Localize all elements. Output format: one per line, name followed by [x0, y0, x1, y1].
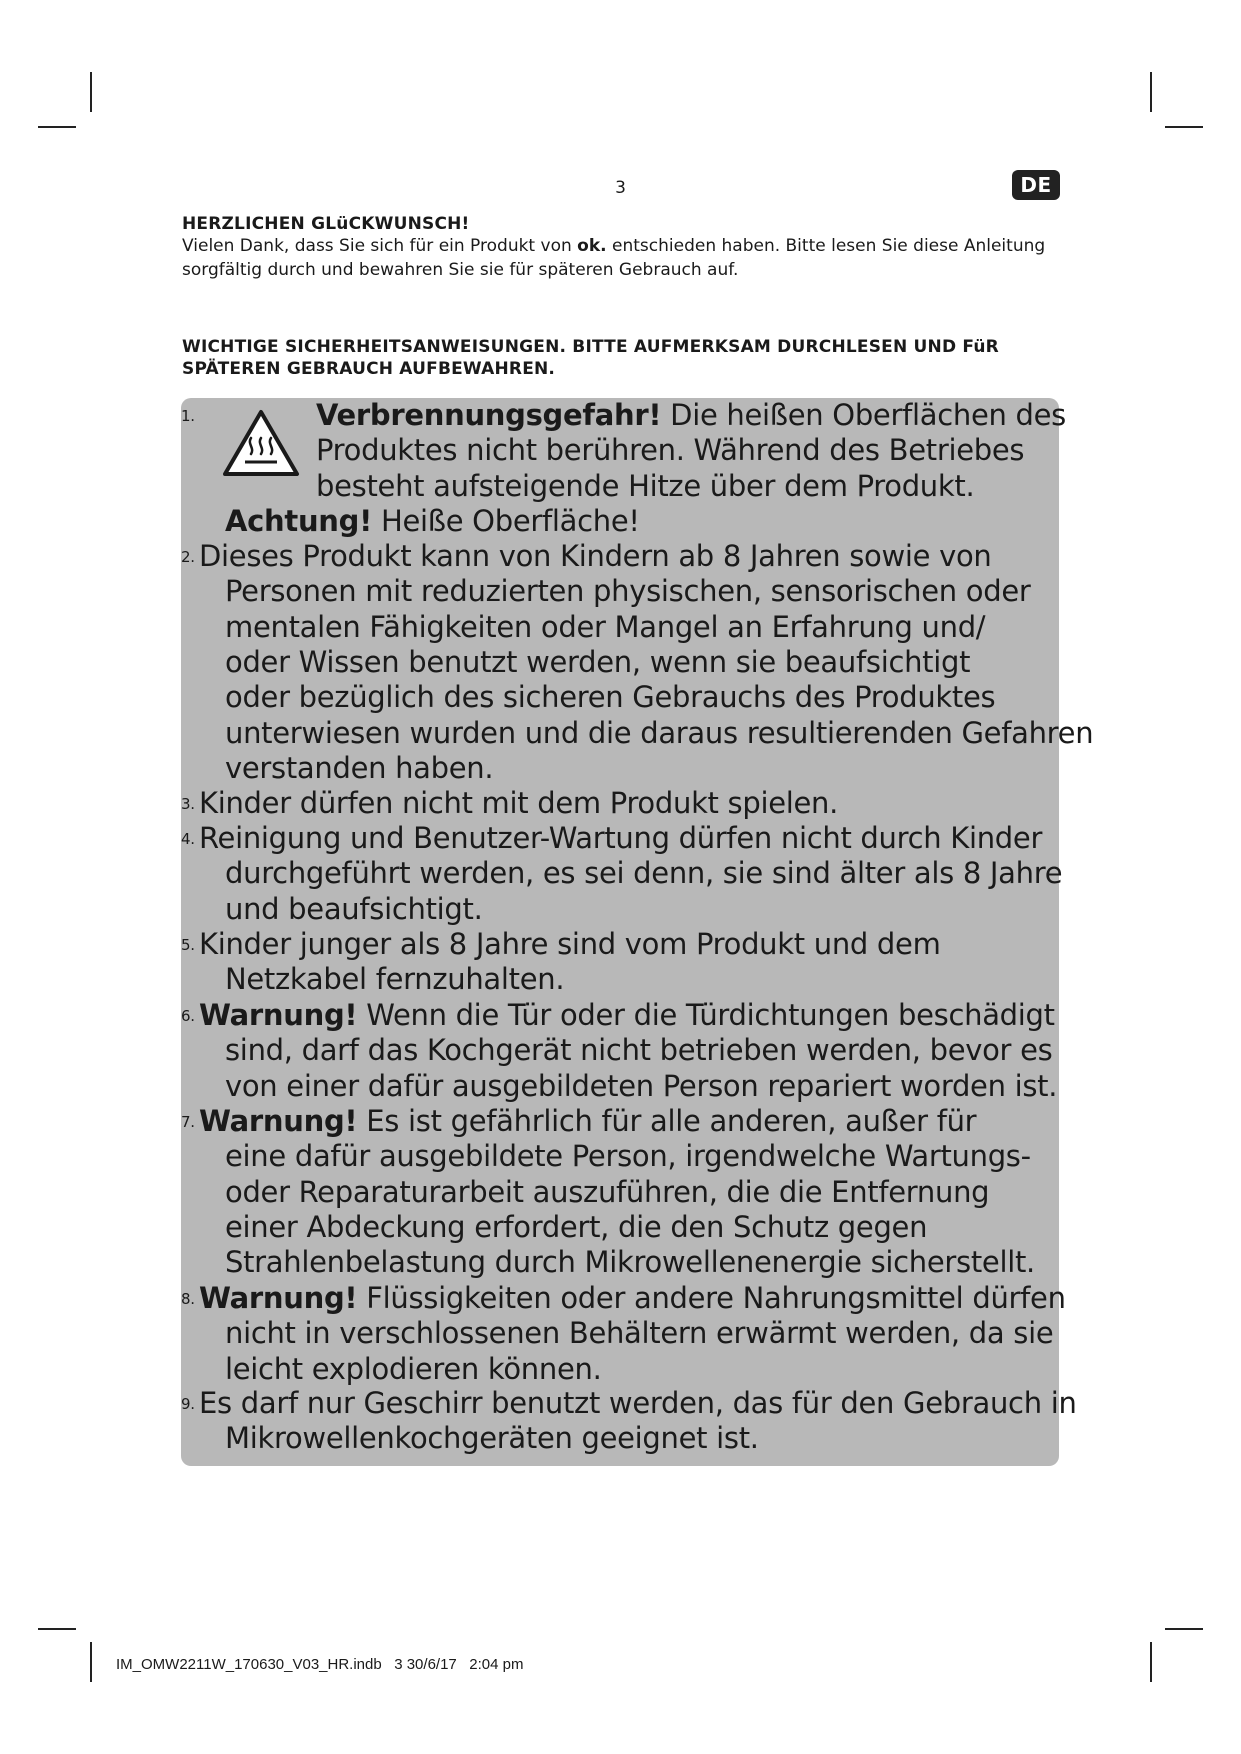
- item-line: nicht in verschlossenen Behältern erwärmt werden, da sie: [225, 1316, 1054, 1351]
- item-number: 4.: [181, 830, 195, 848]
- warning-label: Warnung!: [199, 1104, 358, 1138]
- item-line-text: Flüssigkeiten oder andere Nahrungsmittel dürfen: [357, 1281, 1066, 1315]
- crop-mark: [1165, 126, 1203, 128]
- item-line: Kinder junger als 8 Jahre sind vom Produkt und dem: [199, 927, 941, 961]
- intro-heading: HERZLICHEN GLüCKWUNSCH!: [182, 214, 470, 234]
- warning-label: Warnung!: [199, 998, 358, 1032]
- item-line: [199, 998, 1055, 1033]
- intro-text-part: Vielen Dank, dass Sie sich für ein Produkt von: [182, 236, 578, 256]
- item-line: Dieses Produkt kann von Kindern ab 8 Jahren sowie von: [199, 539, 992, 573]
- item-line-text: Es ist gefährlich für alle anderen, außer für: [357, 1104, 977, 1138]
- item-line: [199, 1104, 976, 1139]
- item-line: sind, darf das Kochgerät nicht betrieben werden, bevor es: [225, 1033, 1053, 1068]
- print-slug: IM_OMW2211W_170630_V03_HR.indb 3 30/6/17 2:04 pm: [116, 1656, 524, 1673]
- item-line: [316, 398, 1066, 433]
- crop-mark: [90, 72, 92, 112]
- safety-item: [181, 398, 1066, 543]
- item-number: 2.: [181, 548, 195, 566]
- item-line: Kinder dürfen nicht mit dem Produkt spielen.: [199, 786, 839, 820]
- intro-section: [182, 214, 1062, 282]
- item-line: Netzkabel fernzuhalten.: [225, 962, 565, 997]
- warning-label: Warnung!: [199, 1281, 358, 1315]
- crop-mark: [1150, 72, 1152, 112]
- item-number: 3.: [181, 795, 195, 813]
- item-line-text: Die heißen Oberflächen des: [661, 398, 1066, 432]
- brand-name: ok.: [577, 236, 607, 256]
- item-text: [316, 398, 1066, 504]
- item-line: mentalen Fähigkeiten oder Mangel an Erfahrung und/: [225, 609, 986, 644]
- caution-line: [225, 504, 640, 539]
- item-number: 5.: [181, 936, 195, 954]
- caution-label: Achtung!: [225, 504, 373, 538]
- item-line: und beaufsichtigt.: [225, 891, 483, 926]
- item-line: [199, 1281, 1066, 1316]
- crop-mark: [90, 1642, 92, 1682]
- item-number: 1.: [181, 407, 195, 425]
- item-line: leicht explodieren können.: [225, 1351, 602, 1386]
- safety-instructions-box: [181, 398, 1094, 1466]
- language-badge: DE: [1012, 170, 1060, 200]
- item-number: 6.: [181, 1007, 195, 1025]
- caution-text: Heiße Oberfläche!: [372, 504, 640, 538]
- item-line: von einer dafür ausgebildeten Person repariert worden ist.: [225, 1068, 1058, 1103]
- item-line: einer Abdeckung erfordert, die den Schutz gegen: [225, 1209, 928, 1244]
- item-line: Personen mit reduzierten physischen, sensorischen oder: [225, 574, 1031, 609]
- crop-mark: [1150, 1642, 1152, 1682]
- item-number: 9.: [181, 1395, 195, 1413]
- crop-mark: [38, 1628, 76, 1630]
- item-line: oder bezüglich des sicheren Gebrauchs des Produktes: [225, 680, 996, 715]
- safety-heading-line: SPÄTEREN GEBRAUCH AUFBEWAHREN.: [182, 359, 556, 379]
- intro-text-part: entschieden haben. Bitte lesen Sie diese Anleitung: [606, 236, 1046, 256]
- item-line: Produktes nicht berühren. Während des Betriebes: [316, 433, 1025, 468]
- item-line: Reinigung und Benutzer-Wartung dürfen nicht durch Kinder: [199, 821, 1043, 855]
- safety-heading: [182, 336, 1062, 380]
- item-line: besteht aufsteigende Hitze über dem Produkt.: [316, 468, 975, 503]
- item-line: oder Wissen benutzt werden, wenn sie beaufsichtigt: [225, 644, 971, 679]
- safety-heading-line: WICHTIGE SICHERHEITSANWEISUNGEN. BITTE AUFMERKSAM DURCHLESEN UND FüR: [182, 337, 999, 357]
- item-number: 8.: [181, 1290, 195, 1308]
- crop-mark: [38, 126, 76, 128]
- item-line: verstanden haben.: [225, 750, 494, 785]
- item-line-text: Wenn die Tür oder die Türdichtungen beschädigt: [357, 998, 1055, 1032]
- item-line: durchgeführt werden, es sei denn, sie sind älter als 8 Jahre: [225, 856, 1063, 891]
- item-bold-label: Verbrennungsgefahr!: [316, 398, 662, 432]
- item-line: Mikrowellenkochgeräten geeignet ist.: [225, 1421, 759, 1456]
- item-line: Strahlenbelastung durch Mikrowellenenergie sicherstellt.: [225, 1245, 1035, 1280]
- item-line: Es darf nur Geschirr benutzt werden, das für den Gebrauch in: [199, 1386, 1077, 1420]
- page-number: 3: [615, 178, 626, 198]
- intro-text: [182, 234, 1062, 282]
- item-line: unterwiesen wurden und die daraus resultierenden Gefahren: [225, 715, 1094, 750]
- hot-surface-warning-icon: [221, 408, 301, 478]
- item-number: 7.: [181, 1113, 195, 1131]
- item-line: eine dafür ausgebildete Person, irgendwelche Wartungs-: [225, 1139, 1031, 1174]
- crop-mark: [1165, 1628, 1203, 1630]
- item-line: oder Reparaturarbeit auszuführen, die die Entfernung: [225, 1174, 990, 1209]
- intro-text-line2: sorgfältig durch und bewahren Sie sie für späteren Gebrauch auf.: [182, 260, 739, 280]
